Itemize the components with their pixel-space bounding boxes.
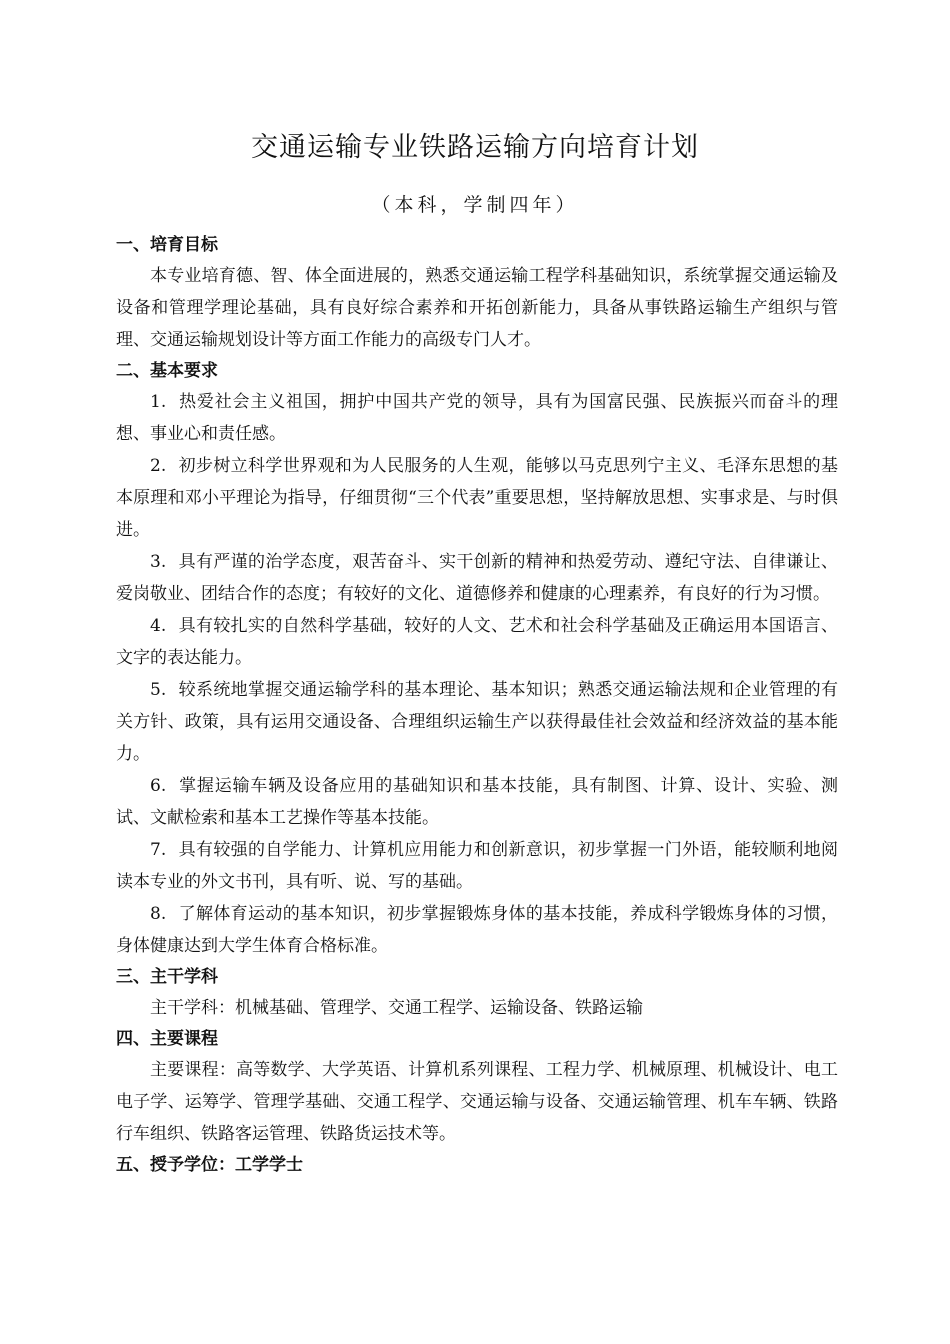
requirement-text: 具有较扎实的自然科学基础，较好的人文、艺术和社会科学基础及正确运用本国语言、文字的表达能力。 bbox=[116, 616, 838, 668]
requirement-number: 6. bbox=[150, 776, 167, 796]
requirement-item bbox=[116, 546, 838, 610]
requirement-text: 具有较强的自学能力、计算机应用能力和创新意识，初步掌握一门外语，能较顺利地阅读本专业的外文书刊，具有听、说、写的基础。 bbox=[116, 840, 838, 892]
requirement-item bbox=[116, 770, 838, 834]
requirement-text: 热爱社会主义祖国，拥护中国共产党的领导，具有为国富民强、民族振兴而奋斗的理想、事业心和责任感。 bbox=[116, 392, 838, 444]
requirement-number: 2. bbox=[150, 456, 167, 476]
requirement-number: 7. bbox=[150, 840, 167, 860]
section-paragraph-main-courses: 主要课程：高等数学、大学英语、计算机系列课程、工程力学、机械原理、机械设计、电工电子学、运筹学、管理学基础、交通工程学、交通运输与设备、交通运输管理、机车车辆、铁路行车组织、铁路客运管理、铁路货运技术等。 bbox=[116, 1060, 838, 1144]
requirement-number: 5. bbox=[150, 680, 167, 700]
requirement-text: 了解体育运动的基本知识，初步掌握锻炼身体的基本技能，养成科学锻炼身体的习惯，身体健康达到大学生体育合格标准。 bbox=[116, 904, 838, 956]
document-title: 交通运输专业铁路运输方向培育计划 bbox=[251, 132, 699, 163]
requirement-number: 3. bbox=[150, 552, 167, 572]
requirement-number: 1. bbox=[150, 392, 167, 412]
section-paragraph-main-disciplines: 主干学科：机械基础、管理学、交通工程学、运输设备、铁路运输 bbox=[150, 998, 643, 1018]
requirement-text: 初步树立科学世界观和为人民服务的人生观，能够以马克思列宁主义、毛泽东思想的基本原理和邓小平理论为指导，仔细贯彻“三个代表”重要思想，坚持解放思想、实事求是、与时俱进。 bbox=[116, 456, 838, 540]
section-heading-main-disciplines: 三、主干学科 bbox=[116, 967, 218, 987]
requirement-item bbox=[116, 674, 838, 770]
requirement-text: 具有严谨的治学态度，艰苦奋斗、实干创新的精神和热爱劳动、遵纪守法、自律谦让、爱岗敬业、团结合作的态度；有较好的文化、道德修养和健康的心理素养，有良好的行为习惯。 bbox=[116, 552, 838, 604]
document-body bbox=[116, 230, 838, 1180]
requirement-item bbox=[116, 834, 838, 898]
section-heading-degree: 五、授予学位：工学学士 bbox=[116, 1155, 303, 1175]
requirement-number: 8. bbox=[150, 904, 167, 924]
requirement-item bbox=[116, 610, 838, 674]
requirement-item bbox=[116, 898, 838, 962]
section-paragraph-objectives: 本专业培育德、智、体全面进展的，熟悉交通运输工程学科基础知识，系统掌握交通运输及设备和管理学理论基础，具有良好综合素养和开拓创新能力，具备从事铁路运输生产组织与管理、交通运输规划设计等方面工作能力的高级专门人才。 bbox=[116, 266, 838, 350]
requirement-text: 较系统地掌握交通运输学科的基本理论、基本知识；熟悉交通运输法规和企业管理的有关方针、政策，具有运用交通设备、合理组织运输生产以获得最佳社会效益和经济效益的基本能力。 bbox=[116, 680, 838, 764]
section-heading-main-courses: 四、主要课程 bbox=[116, 1029, 218, 1049]
requirement-text: 掌握运输车辆及设备应用的基础知识和基本技能，具有制图、计算、设计、实验、测试、文献检索和基本工艺操作等基本技能。 bbox=[116, 776, 838, 828]
requirement-item bbox=[116, 450, 838, 546]
document-subtitle: （本科，学制四年） bbox=[371, 194, 579, 216]
requirement-number: 4. bbox=[150, 616, 167, 636]
requirement-item bbox=[116, 386, 838, 450]
section-heading-objectives: 一、培育目标 bbox=[116, 235, 218, 255]
section-heading-requirements: 二、基本要求 bbox=[116, 361, 218, 381]
